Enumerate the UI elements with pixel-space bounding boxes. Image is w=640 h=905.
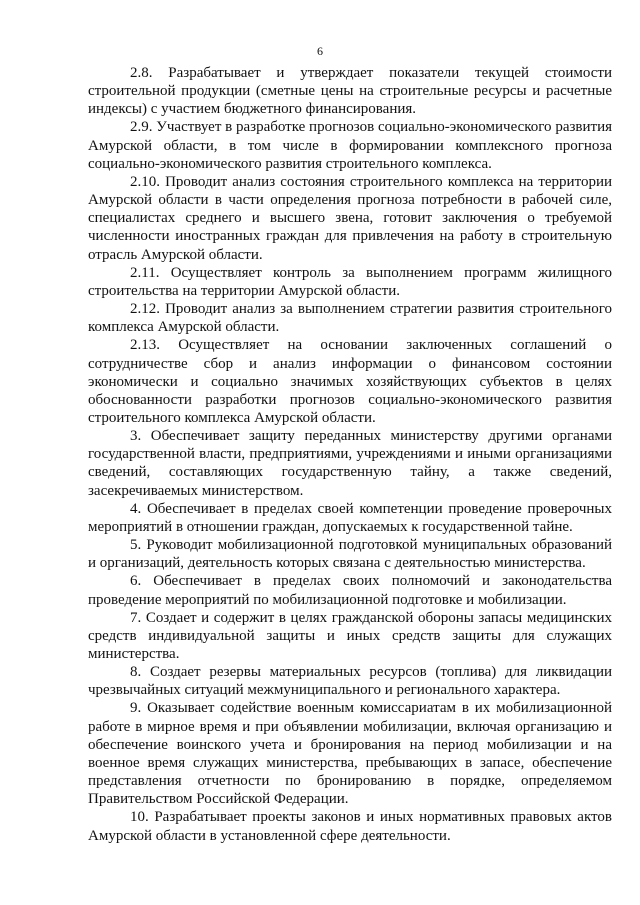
paragraph-8: 8. Создает резервы материальных ресурсов (топлива) для ликвидации чрезвычайных ситуаций межмуниципального и регионального характера. bbox=[88, 664, 612, 699]
paragraph-2-10: 2.10. Проводит анализ состояния строительного комплекса на территории Амурской области в части определения прогноза потребности в рабочей силе, специалистах среднего и высшего звена, готовит заключения о требуемой численности иностранных граждан для привлечения на работу в строительную отрасль Амурской области. bbox=[88, 173, 612, 263]
paragraph-2-8: 2.8. Разрабатывает и утверждает показатели текущей стоимости строительной продукции (сметные цены на строительные ресурсы и расчетные индексы) с участием бюджетного финансирования. bbox=[88, 65, 612, 118]
paragraph-7: 7. Создает и содержит в целях гражданской обороны запасы медицинских средств индивидуальной защиты и иных средств защиты для служащих министерства. bbox=[88, 609, 612, 662]
document-body bbox=[88, 64, 612, 845]
paragraph-2-12: 2.12. Проводит анализ за выполнением стратегии развития строительного комплекса Амурской области. bbox=[88, 301, 612, 336]
paragraph-3: 3. Обеспечивает защиту переданных министерству другими органами государственной власти, предприятиями, учреждениями и иными организациями сведений, составляющих государственную тайну, а также сведений, засекречиваемых министерством. bbox=[88, 428, 612, 499]
paragraph-2-9: 2.9. Участвует в разработке прогнозов социально-экономического развития Амурской области, в том числе в формировании комплексного прогноза социально-экономического развития строительного комплекса. bbox=[88, 119, 612, 172]
page-number: 6 bbox=[317, 44, 323, 58]
paragraph-5: 5. Руководит мобилизационной подготовкой муниципальных образований и организаций, деятельность которых связана с деятельностью министерства. bbox=[88, 537, 612, 572]
paragraph-9: 9. Оказывает содействие военным комиссариатам в их мобилизационной работе в мирное время и при объявлении мобилизации, включая организацию и обеспечение воинского учета и бронирования на период мобилизации и на военное время служащих министерства, пребывающих в запасе, обеспечение представления отчетности по бронированию в порядке, определяемом Правительством Российской Федерации. bbox=[88, 700, 612, 808]
paragraph-4: 4. Обеспечивает в пределах своей компетенции проведение проверочных мероприятий в отношении граждан, допускаемых к государственной тайне. bbox=[88, 500, 612, 535]
paragraph-2-13: 2.13. Осуществляет на основании заключенных соглашений о сотрудничестве сбор и анализ информации о финансовом состоянии экономически и социально значимых хозяйствующих субъектов в целях обоснованности разработки прогнозов социально-экономического развития строительного комплекса Амурской области. bbox=[88, 337, 612, 426]
paragraph-6: 6. Обеспечивает в пределах своих полномочий и законодательства проведение мероприятий по мобилизационной подготовке и мобилизации. bbox=[88, 573, 612, 608]
paragraph-10: 10. Разрабатывает проекты законов и иных нормативных правовых актов Амурской области в установленной сфере деятельности. bbox=[88, 809, 612, 844]
paragraph-2-11: 2.11. Осуществляет контроль за выполнением программ жилищного строительства на территории Амурской области. bbox=[88, 264, 612, 299]
